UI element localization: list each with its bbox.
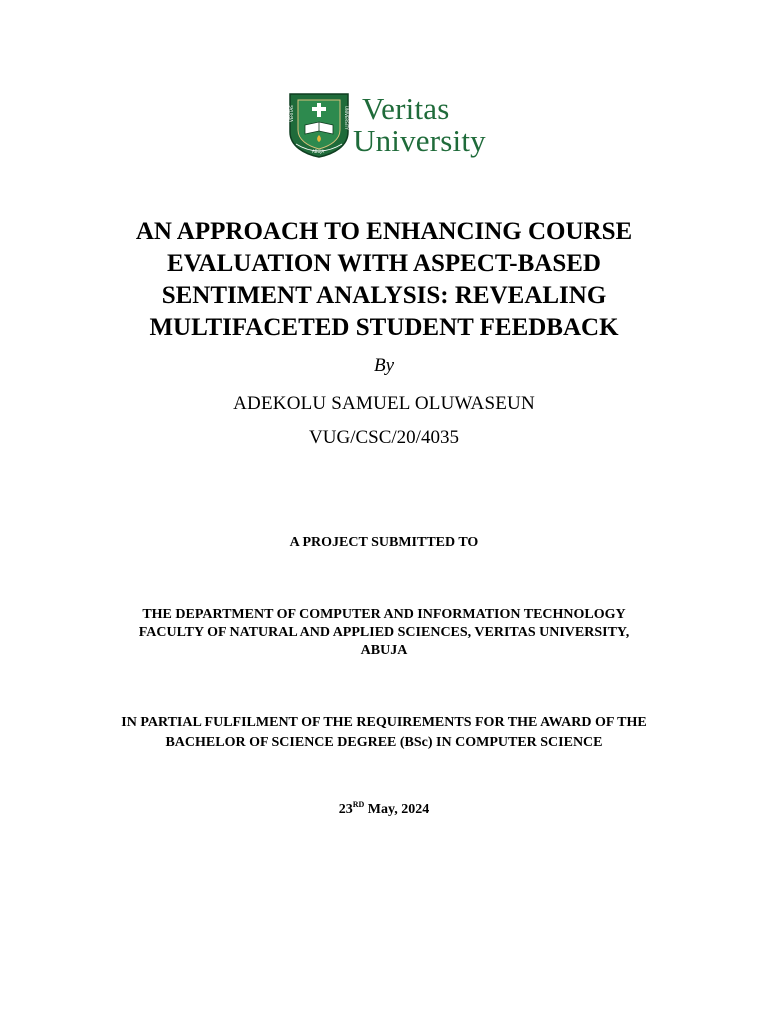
title-line: AN APPROACH TO ENHANCING COURSE [135,218,633,245]
fulfilment-line: BACHELOR OF SCIENCE DEGREE (BSc) IN COMPUTER SCIENCE [165,735,603,750]
university-crest-icon [288,92,350,158]
university-logo [288,92,486,158]
svg-text:UNIVERSITY: UNIVERSITY [344,106,349,130]
wordmark-line-1: Veritas [362,90,450,126]
submission-statement: A PROJECT SUBMITTED TO [289,535,479,550]
wordmark-line-2: University [353,122,486,158]
project-title [0,216,768,344]
department-line: ABUJA [360,643,408,658]
department-line: THE DEPARTMENT OF COMPUTER AND INFORMATION TECHNOLOGY [142,607,626,622]
department-line: FACULTY OF NATURAL AND APPLIED SCIENCES, VERITAS UNIVERSITY, [138,625,630,640]
svg-text:ABUJA: ABUJA [312,149,325,154]
department-block [0,606,768,660]
registration-number: VUG/CSC/20/4035 [309,427,459,448]
submission-date [0,802,768,818]
title-line: MULTIFACETED STUDENT FEEDBACK [149,314,619,341]
date-day: 23 [338,802,353,817]
fulfilment-line: IN PARTIAL FULFILMENT OF THE REQUIREMENTS FOR THE AWARD OF THE [121,715,647,730]
date-suffix: RD [352,800,365,809]
university-wordmark [353,90,486,158]
title-line: EVALUATION WITH ASPECT-BASED [167,250,601,277]
title-line: SENTIMENT ANALYSIS: REVEALING [161,282,607,309]
svg-text:VERITAS: VERITAS [289,105,294,122]
author-name: ADEKOLU SAMUEL OLUWASEUN [233,393,535,414]
fulfilment-statement [0,713,768,753]
by-label: By [373,355,395,376]
date-rest: May, 2024 [364,802,430,817]
